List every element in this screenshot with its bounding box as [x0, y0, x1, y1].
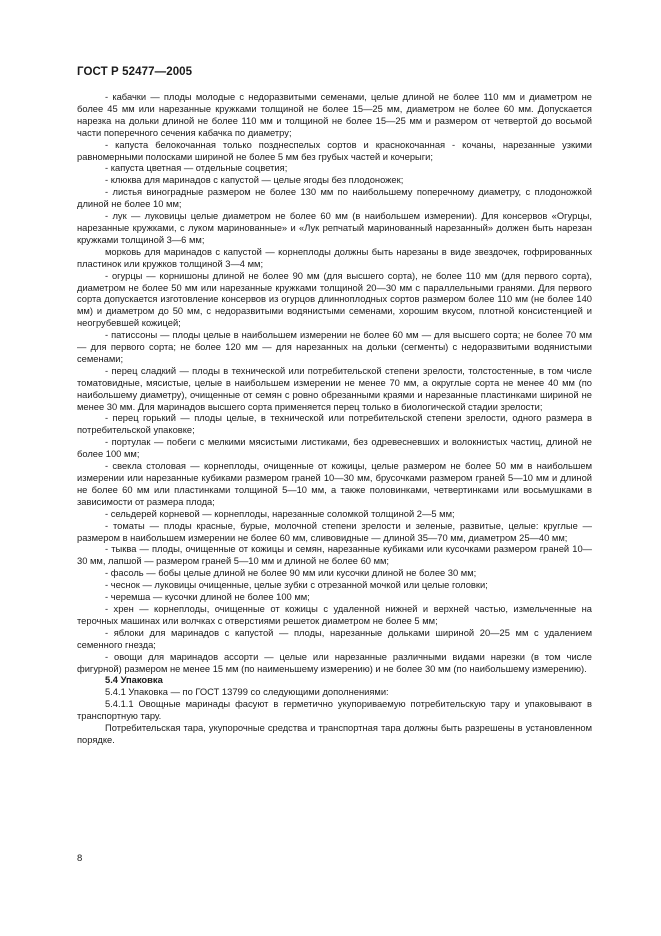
page-number: 8 [77, 853, 83, 864]
paragraph-grape-leaves: - листья виноградные размером не более 130 мм по наибольшему поперечному диаметру, с плодоножкой длиной не более 10 мм; [77, 187, 592, 210]
paragraph-celery: - сельдерей корневой — корнеплоды, нарезанные соломкой толщиной 2—5 мм; [105, 508, 455, 519]
paragraph-beetroot: - свекла столовая — корнеплоды, очищенные от кожицы, целые размером не более 50 мм в наибольшем измерении или нарезанные кубиками размером граней 10—30 мм, брусочками размером граней 5—10 мм и длиной не более 60 мм или пластинками толщиной 5—10 мм, а также половинками, четвертинками или восьмушками в зависимости от размера плода; [77, 461, 592, 507]
paragraph-onion: - лук — луковицы целые диаметром не более 60 мм (в наибольшем измерении). Для консервов «Огурцы, нарезанные кружками, с луком маринованные» и «Лук репчатый маринованный нарезанный» должен быть нарезан кружками толщиной 3—6 мм; [77, 211, 592, 245]
paragraph-sweet-pepper: - перец сладкий — плоды в технической или потребительской степени зрелости, толстостенные, в том числе томатовидные, мясистые, целые в наибольшем измерении не менее 70 мм, а округлые сорта не менее 40 мм (по наибольшему диаметру), очищенные от семян с ровно обрезанными краями и нарезанные пластинками шириной не менее 30 мм. Для маринадов высшего сорта применяется перец только в биологической стадии зрелости; [77, 365, 592, 412]
paragraph-tomatoes: - томаты — плоды красные, бурые, молочной степени зрелости и зеленые, развитые, целые: круглые — размером в наибольшем измерении не более 60 мм, сливовидные — длиной 35—70 мм, диаметром 25—40 мм; [77, 520, 592, 543]
document-header: ГОСТ Р 52477—2005 [77, 66, 193, 78]
paragraph-apples: - яблоки для маринадов с капустой — плоды, нарезанные дольками шириной 20—25 мм с удалением семенного гнезда; [77, 627, 592, 650]
paragraph-cranberry: - клюква для маринадов с капустой — целые ягоды без плодоножек; [105, 175, 404, 186]
paragraph-purslane: - портулак — побеги с мелкими мясистыми листиками, без одревесневших и волокнистых частиц, длиной не более 100 мм; [77, 437, 592, 460]
paragraph-horseradish: - хрен — корнеплоды, очищенные от кожицы с удаленной нижней и верхней частью, измельченные на терочных машинах или волчках с отверстиями решеток диаметром не более 5 мм; [77, 603, 592, 626]
paragraph-zucchini: - кабачки — плоды молодые с недоразвитыми семенами, целые длиной не более 110 мм и диаметром не более 45 мм или нарезанные кружками толщиной не более 15—25 мм, диаметром не более 60 мм. Допускается нарезка на дольки длиной не более 110 мм и толщиной не более 15—25 мм и размером от четвертой до восьмой части поперечного сечения кабачка по диаметру; [77, 92, 592, 138]
paragraph-cucumbers: - огурцы — корнишоны длиной не более 90 мм (для высшего сорта), не более 110 мм (для первого сорта), диаметром не более 50 мм или нарезанные кружками толщиной 20—30 мм с параллельными гранями. Для первого сорта допускается изготовление консервов из огурцов длинноплодных сортов размером более 110 мм (не более 140 мм) и диаметром до 50 мм, с недоразвитыми водянистыми семенами, хорошим вкусом, плотной консистенцией и неогрубевшей кожицей; [77, 270, 592, 329]
paragraph-ramson: - черемша — кусочки длиной не более 100 мм; [105, 592, 310, 603]
paragraph-garlic: - чеснок — луковицы очищенные, целые зубки с отрезанной мочкой или целые головки; [105, 580, 488, 591]
paragraph-carrot: морковь для маринадов с капустой — корнеплоды должны быть нарезаны в виде звездочек, гофрированных пластинок или кружков толщиной 3—4 мм; [77, 246, 592, 269]
paragraph-5-4-1-1: 5.4.1.1 Овощные маринады фасуют в герметично укупориваемую потребительскую тару и упаковывают в транспортную тару. [77, 699, 592, 722]
document-body [77, 92, 592, 747]
paragraph-white-cabbage: - капуста белокочанная только позднеспелых сортов и краснокочанная - кочаны, нарезанные узкими равномерными полосками шириной не более 5 мм без грубых частей и кочерыги; [77, 139, 592, 162]
paragraph-pattypan: - патиссоны — плоды целые в наибольшем измерении не более 60 мм — для высшего сорта; не более 70 мм — для первого сорта; не более 120 мм — для нарезанных на дольки (сегменты) с недоразвитыми водянистыми семенами; [77, 330, 592, 364]
paragraph-assorted-vegetables: - овощи для маринадов ассорти — целые или нарезанные различными видами нарезки (в том числе фигурной) размером не менее 15 мм (по наименьшему измерению) и не более 30 мм (по наибольшему измерению). [77, 651, 592, 674]
section-heading-packaging: 5.4 Упаковка [105, 675, 163, 686]
paragraph-packaging-approval: Потребительская тара, укупорочные средства и транспортная тара должны быть разрешены в установленном порядке. [77, 723, 592, 745]
paragraph-pumpkin: - тыква — плоды, очищенные от кожицы и семян, нарезанные кубиками или кусочками размером граней 10—30 мм, лапшой — размером граней 5—10 мм и длиной не более 60 мм; [77, 544, 592, 567]
paragraph-cauliflower: - капуста цветная — отдельные соцветия; [105, 163, 288, 174]
paragraph-hot-pepper: - перец горький — плоды целые, в технической или потребительской степени зрелости, одного размера в потребительской упаковке; [77, 413, 592, 436]
paragraph-beans: - фасоль — бобы целые длиной не более 90 мм или кусочки длиной не более 30 мм; [105, 568, 477, 579]
paragraph-5-4-1: 5.4.1 Упаковка — по ГОСТ 13799 со следующими дополнениями: [105, 687, 389, 698]
